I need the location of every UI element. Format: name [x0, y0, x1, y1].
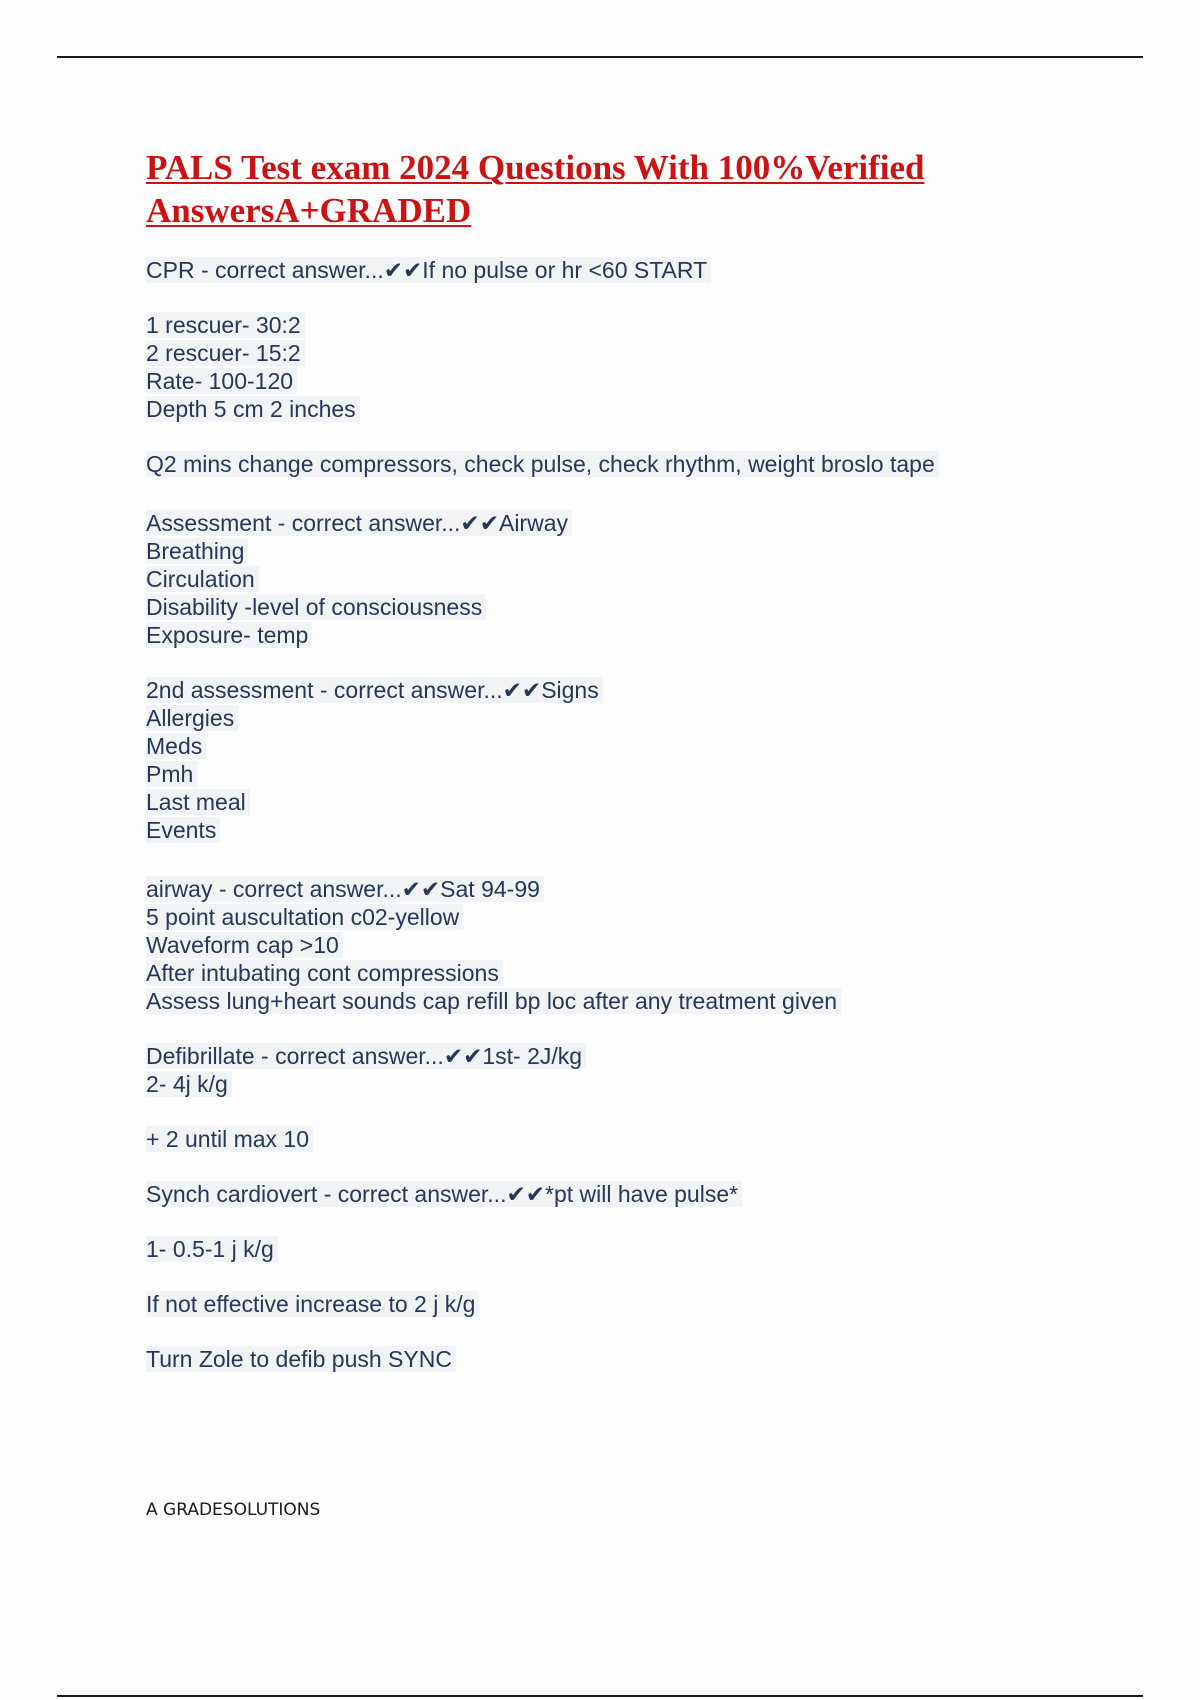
qa-block	[146, 1290, 1146, 1318]
text-line: + 2 until max 10	[146, 1125, 1146, 1153]
text-line: Pmh	[146, 760, 1146, 788]
qa-block	[146, 256, 1146, 284]
text-line: 2 rescuer- 15:2	[146, 339, 1146, 367]
text-line: Waveform cap >10	[146, 931, 1146, 959]
text-line: Assess lung+heart sounds cap refill bp loc after any treatment given	[146, 987, 1146, 1015]
qa-block	[146, 875, 1146, 1015]
text-line: Exposure- temp	[146, 621, 1146, 649]
qa-block	[146, 450, 1146, 478]
text-line: Assessment - correct answer...✔✔Airway	[146, 509, 1146, 537]
qa-block	[146, 509, 1146, 649]
qa-block	[146, 1125, 1146, 1153]
text-line: Breathing	[146, 537, 1146, 565]
document-body	[146, 146, 1146, 1400]
text-line: Depth 5 cm 2 inches	[146, 395, 1146, 423]
qa-block	[146, 1180, 1146, 1208]
text-line: After intubating cont compressions	[146, 959, 1146, 987]
text-line: 1- 0.5-1 j k/g	[146, 1235, 1146, 1263]
text-line: Events	[146, 816, 1146, 844]
text-line: 2nd assessment - correct answer...✔✔Signs	[146, 676, 1146, 704]
text-line: Rate- 100-120	[146, 367, 1146, 395]
text-line: Q2 mins change compressors, check pulse, check rhythm, weight broslo tape	[146, 450, 1146, 478]
text-line: airway - correct answer...✔✔Sat 94-99	[146, 875, 1146, 903]
top-rule	[57, 56, 1143, 58]
text-line: CPR - correct answer...✔✔If no pulse or hr <60 START	[146, 256, 1146, 284]
bottom-rule	[57, 1695, 1143, 1697]
qa-block	[146, 676, 1146, 844]
text-line: Defibrillate - correct answer...✔✔1st- 2J/kg	[146, 1042, 1146, 1070]
text-line: 2- 4j k/g	[146, 1070, 1146, 1098]
text-line: Allergies	[146, 704, 1146, 732]
text-line: Meds	[146, 732, 1146, 760]
footer-brand: A GRADESOLUTIONS	[146, 1500, 321, 1520]
qa-block	[146, 1042, 1146, 1098]
text-line: 1 rescuer- 30:2	[146, 311, 1146, 339]
qa-block	[146, 311, 1146, 423]
text-line: Circulation	[146, 565, 1146, 593]
document-title: PALS Test exam 2024 Questions With 100%Verified AnswersA+GRADED	[146, 148, 925, 230]
text-line: Synch cardiovert - correct answer...✔✔*pt will have pulse*	[146, 1180, 1146, 1208]
text-line: Disability -level of consciousness	[146, 593, 1146, 621]
text-line: 5 point auscultation c02-yellow	[146, 903, 1146, 931]
text-line: Turn Zole to defib push SYNC	[146, 1345, 1146, 1373]
text-line: Last meal	[146, 788, 1146, 816]
text-line: If not effective increase to 2 j k/g	[146, 1290, 1146, 1318]
qa-block	[146, 1345, 1146, 1373]
qa-block	[146, 1235, 1146, 1263]
